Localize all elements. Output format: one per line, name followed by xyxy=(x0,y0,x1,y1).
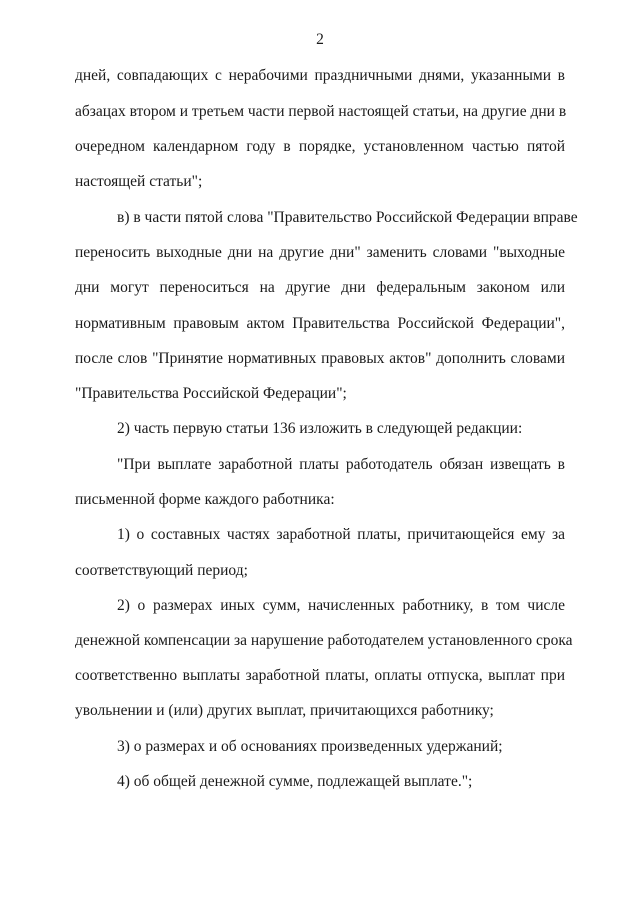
text-line: абзацах втором и третьем части первой настоящей статьи, на другие дни в xyxy=(75,103,567,120)
text-line: 4) об общей денежной сумме, подлежащей выплате."; xyxy=(117,773,473,790)
text-line: письменной форме каждого работника: xyxy=(75,491,335,508)
text-line: 2) о размерах иных сумм, начисленных работнику, в том числе xyxy=(117,597,565,614)
text-line: дни могут переноситься на другие дни федеральным законом или xyxy=(75,279,565,296)
text-line: денежной компенсации за нарушение работодателем установленного срока xyxy=(75,632,573,649)
text-line: соответствующий период; xyxy=(75,562,248,579)
text-line: дней, совпадающих с нерабочими праздничными днями, указанными в xyxy=(75,67,565,84)
text-line: 2) часть первую статьи 136 изложить в следующей редакции: xyxy=(117,420,523,437)
text-line: очередном календарном году в порядке, установленном частью пятой xyxy=(75,138,565,155)
text-line: 1) о составных частях заработной платы, причитающейся ему за xyxy=(117,526,565,543)
text-line: после слов "Принятие нормативных правовых актов" дополнить словами xyxy=(75,350,565,367)
text-line: переносить выходные дни на другие дни" заменить словами "выходные xyxy=(75,244,565,261)
text-line: увольнении и (или) других выплат, причитающихся работнику; xyxy=(75,702,494,719)
text-line: настоящей статьи"; xyxy=(75,173,203,190)
text-line: "При выплате заработной платы работодатель обязан извещать в xyxy=(117,456,565,473)
page-number: 2 xyxy=(316,31,324,48)
text-line: в) в части пятой слова "Правительство Российской Федерации вправе xyxy=(117,209,578,226)
text-line: соответственно выплаты заработной платы, оплаты отпуска, выплат при xyxy=(75,667,565,684)
text-line: нормативным правовым актом Правительства Российской Федерации", xyxy=(75,315,565,332)
text-line: 3) о размерах и об основаниях произведенных удержаний; xyxy=(117,738,503,755)
text-line: "Правительства Российской Федерации"; xyxy=(75,385,347,402)
